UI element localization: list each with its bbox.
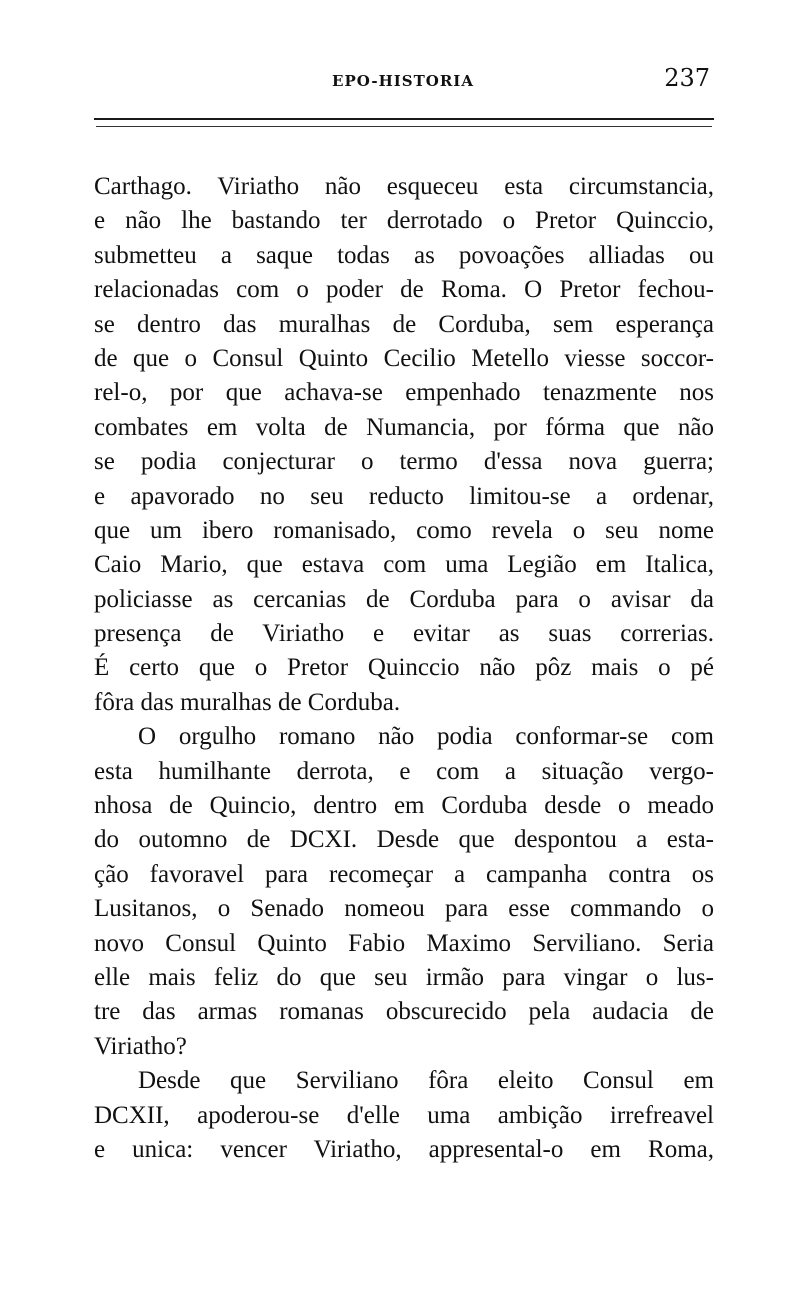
text-line: novo Consul Quinto Fabio Maximo Serviliano. Seria	[94, 929, 714, 957]
text-line: Lusitanos, o Senado nomeou para esse commando o	[94, 895, 714, 923]
text-line: nhosa de Quincio, dentro em Corduba desde o meado	[94, 792, 714, 820]
text-line: combates em volta de Numancia, por fórma que não	[94, 413, 714, 441]
text-line: se dentro das muralhas de Corduba, sem esperança	[94, 310, 714, 338]
text-line: rel-o, por que achava-se empenhado tenazmente nos	[94, 379, 714, 407]
text-line: É certo que o Pretor Quinccio não pôz mais o pé	[94, 654, 714, 682]
text-line: tre das armas romanas obscurecido pela audacia de	[94, 998, 714, 1026]
text-line: Desde que Serviliano fôra eleito Consul em	[138, 1067, 714, 1095]
header-rule	[94, 118, 714, 120]
text-line: presença de Viriatho e evitar as suas correrias.	[94, 620, 714, 648]
text-line: policiasse as cercanias de Corduba para o avisar da	[94, 585, 714, 613]
text-line: esta humilhante derrota, e com a situação vergo-	[94, 757, 714, 785]
text-line: que um ibero romanisado, como revela o seu nome	[94, 516, 714, 544]
text-line: elle mais feliz do que seu irmão para vingar o lus-	[94, 963, 714, 991]
running-head	[94, 62, 712, 98]
text-line: e unica: vencer Viriatho, appresental-o em Roma,	[94, 1135, 714, 1163]
text-line: O orgulho romano não podia conformar-se com	[138, 723, 714, 751]
running-title: EPO-HISTORIA	[332, 72, 474, 90]
text-line: ção favoravel para recomeçar a campanha contra os	[94, 860, 714, 888]
header-rule-secondary	[96, 126, 712, 127]
body-text	[94, 170, 714, 1167]
text-line: Carthago. Viriatho não esqueceu esta circumstancia,	[94, 173, 714, 200]
page-number: 237	[664, 64, 710, 92]
text-line: do outomno de DCXI. Desde que despontou a esta-	[94, 826, 714, 854]
text-line: de que o Consul Quinto Cecilio Metello viesse soccor-	[94, 344, 714, 372]
text-line: Caio Mario, que estava com uma Legião em Italica,	[94, 551, 714, 579]
text-line: se podia conjecturar o termo d'essa nova guerra;	[94, 448, 714, 476]
text-line: submetteu a saque todas as povoações alliadas ou	[94, 241, 714, 269]
text-line: fôra das muralhas de Corduba.	[94, 688, 401, 716]
text-line: e não lhe bastando ter derrotado o Pretor Quinccio,	[94, 207, 714, 235]
text-line: Viriatho?	[94, 1032, 187, 1060]
text-line: relacionadas com o poder de Roma. O Pretor fechou-	[94, 276, 714, 304]
text-line: e apavorado no seu reducto limitou-se a ordenar,	[94, 482, 714, 510]
text-line: DCXII, apoderou-se d'elle uma ambição irrefreavel	[94, 1101, 714, 1129]
